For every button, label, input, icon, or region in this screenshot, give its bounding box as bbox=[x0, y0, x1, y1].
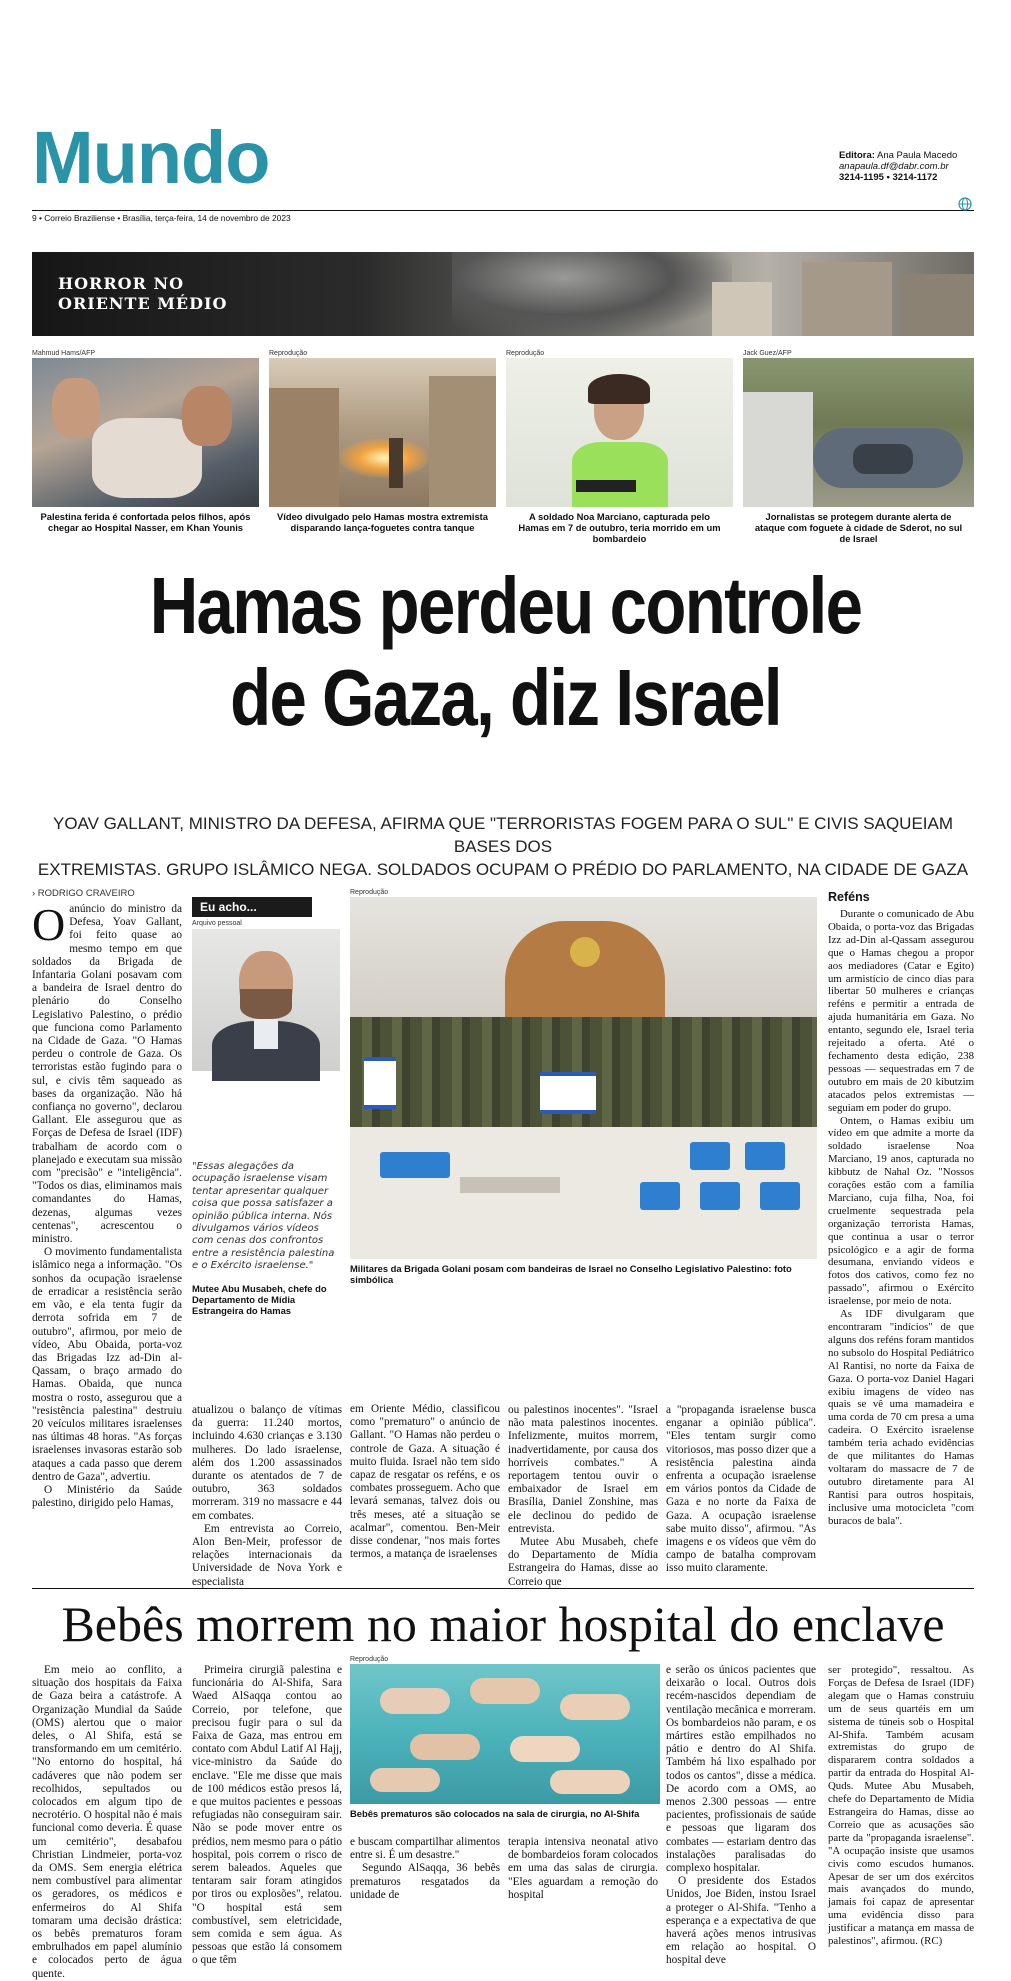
photo-rocket-launch bbox=[269, 358, 496, 507]
article-paragraph: e buscam compartilhar alimentos entre si. É um desastre." bbox=[350, 1836, 500, 1862]
headline-line-2: de Gaza, diz Israel bbox=[230, 653, 781, 742]
opinion-box bbox=[192, 897, 342, 1387]
article-paragraph: As IDF divulgaram que encontraram "indícios" de que alguns dos reféns foram mantidos no subsolo do Hospital Pediátrico Al Rantisi, no norte da Faixa de Gaza. O porta-voz Daniel Hagari exibiu imagens de vídeo nas quais se vê uma mamadeira e uma corda de 70 cm presa a uma cadeira. O Exército israelense também teria achado evidências de que militantes do Hamas voltaram do massacre de 7 de outubro diretamente para Al Rantisi para outros hospitais, inclusive uma motocicleta "com buracos de bala". bbox=[828, 1308, 974, 1527]
banner-line-2: ORIENTE MÉDIO bbox=[58, 294, 228, 313]
photo-caption: A soldado Noa Marciano, capturada pelo Hamas em 7 de outubro, teria morrido em um bombardeio bbox=[518, 511, 721, 544]
photo-hostage-video bbox=[506, 358, 733, 507]
avatar bbox=[192, 929, 340, 1071]
photo-caption: Palestina ferida é confortada pelos filhos, após chegar ao Hospital Nasser, em Khan Younis bbox=[40, 511, 251, 533]
refens-column bbox=[828, 908, 974, 1548]
hospital-column-2 bbox=[192, 1664, 342, 1967]
second-headline: Bebês morrem no maior hospital do enclave bbox=[61, 1596, 945, 1652]
opinion-name: Mutee Abu Musabeh, chefe do Departamento de Mídia Estrangeira do Hamas bbox=[192, 1282, 327, 1317]
photo-journalists-sderot bbox=[743, 358, 974, 507]
article-paragraph: O Ministério da Saúde palestino, dirigido pelo Hamas, bbox=[32, 1483, 182, 1510]
deck-line-2: EXTREMISTAS. GRUPO ISLÂMICO NEGA. SOLDADOS OCUPAM O PRÉDIO DO PARLAMENTO, NA CIDADE DE GAZA bbox=[37, 860, 969, 879]
deck-line-1: YOAV GALLANT, MINISTRO DA DEFESA, AFIRMA QUE "TERRORISTAS FOGEM PARA O SUL" E CIVIS SAQUEIAM BASES DOS bbox=[52, 814, 954, 856]
header-rule bbox=[32, 210, 974, 211]
article-paragraph: Ontem, o Hamas exibiu um vídeo em que admite a morte da soldado israelense Noa Marciano, 19 anos, capturada no kibbutz de Nahal Oz. "Nossos corações estão com a família Marciano, cuja filha, Noa, foi cruelmente sequestrada pela organização terrorista Hamas, que continua a usar o terror psicológico e a agir de forma desumana, enviando vídeos e fotos dos cativos, como fez no passado", afirmou o Exército israelense, por meio de nota. bbox=[828, 1114, 974, 1308]
article-paragraph: Segundo AlSaqqa, 36 bebês prematuros resgatados da unidade de bbox=[350, 1862, 500, 1901]
headline-line-1: Hamas perdeu controle bbox=[149, 561, 862, 650]
hospital-column-3 bbox=[350, 1836, 500, 1901]
dropcap: O bbox=[32, 899, 66, 950]
main-headline bbox=[81, 560, 930, 744]
opinion-photo-credit: Arquivo pessoal bbox=[192, 920, 242, 927]
editor-email[interactable]: anapaula.df@dabr.com.br bbox=[839, 161, 949, 172]
editor-label: Editora: bbox=[839, 150, 875, 161]
editor-block bbox=[839, 150, 967, 183]
photo-credit: Jack Guez/AFP bbox=[743, 350, 792, 357]
editor-name: Ana Paula Macedo bbox=[877, 150, 958, 161]
photo-credit: Reprodução bbox=[506, 350, 545, 357]
photo-credit: Reprodução bbox=[350, 889, 389, 896]
mid-column bbox=[350, 1285, 500, 1582]
hospital-photo-caption: Bebês prematuros são colocados na sala de cirurgia, no Al-Shifa bbox=[350, 1808, 640, 1819]
globe-icon bbox=[958, 197, 972, 211]
opinion-quote: "Essas alegações da ocupação israelense visam tentar apresentar qualquer coisa que possa satisfazer a opinião pública interna. Nós divulgamos vários vídeos com cenas dos confrontos entre a resistência palestina e o Exército israelense." bbox=[192, 1161, 335, 1272]
article-paragraph: ser protegido", ressaltou. As Forças de Defesa de Israel (IDF) alegam que o Hamas construiu um de seus quartéis em um sistema de túneis sob o Hospital Al-Shifa. Também acusam extremistas do grupo de dispararem contra soldados a partir da entrada do Hospital Al-Quds. Mutee Abu Musabeh, chefe do Departamento de Mídia Estrangeira do Hamas, disse ao Correio que as acusações são parte da "propaganda israelense". "A ocupação insiste que usamos civis como escudos humanos. Apesar de ser um dos exércitos mais avançados do mundo, jamais foi capaz de apresentar uma evidência disso para justificar a matança em massa de palestinos", afirmou. (RC) bbox=[828, 1664, 974, 1948]
mid-column bbox=[508, 1404, 658, 1588]
article-paragraph: Em meio ao conflito, a situação dos hospitais da Faixa de Gaza beira a catástrofe. A Organização Mundial da Saúde (OMS) alertou que o maior deles, o Al Shifa, está se transformando em um cemitério. "No entorno do hospital, há cadáveres que não podem ser recolhidos, sepultados ou colocados em algum tipo de necrotério. O hospital não é mais funcional como deveria. É quase um cemitério", desabafou Christian Lindmeier, porta-voz da OMS. Sem energia elétrica nem combustível para alimentar os geradores, os médicos e enfermeiros do Al Shifa tomaram uma decisão drástica: os bebês prematuros foram embrulhados em papel alumínio e colocados perto de água quente. bbox=[32, 1664, 182, 1980]
mid-column bbox=[192, 1404, 342, 1588]
hospital-column-4 bbox=[508, 1836, 658, 1901]
photo-credit: Reprodução bbox=[269, 350, 308, 357]
article-paragraph: Durante o comunicado de Abu Obaida, o porta-voz das Brigadas Izz ad-Din al-Qassam assegurou que o Hamas chegou a propor aos mediadores (Catar e Egito) um armistício de cinco dias para libertar 50 mulheres e crianças reféns e permitir a entrada de ajuda humanitária em Gaza. No entanto, segundo ele, Israel teria rejeitado a oferta. Até o fechamento desta edição, 238 pessoas — sequestradas em 7 de outubro em mais de 20 kibutzim atacados pelos extremistas — seguiam em poder do grupo. bbox=[828, 908, 974, 1114]
folio: 9 • Correio Braziliense • Brasília, terça-feira, 14 de novembro de 2023 bbox=[32, 213, 291, 223]
byline: › RODRIGO CRAVEIRO bbox=[32, 888, 135, 899]
article-paragraph: em Oriente Médio, classificou como "prematuro" o anúncio de Gallant. "O Hamas não perdeu o controle de Gaza. A situação é muito fluida. Israel não tem sido capaz de resgatar os reféns, e os combates prosseguem. Acho que levará semanas, talvez dois ou três meses, até a situação se acalmar", comentou. Ben-Meir disse condenar, "nos mais fortes termos, a matança de israelenses bbox=[350, 1403, 500, 1561]
photo-credit: Reprodução bbox=[350, 1656, 389, 1663]
article-paragraph: atualizou o balanço de vítimas da guerra: 11.240 mortos, incluindo 4.630 crianças e 3.130 mulheres. Do lado israelense, além dos 1.200 assassinados durante os atentados de 7 de outubro, 363 soldados morreram. 319 no massacre e 44 em combates. bbox=[192, 1404, 342, 1522]
banner-line-1: HORROR NO bbox=[58, 274, 185, 293]
photo-caption: Vídeo divulgado pelo Hamas mostra extremista disparando lança-foguetes contra tanque bbox=[277, 511, 489, 533]
hospital-column-5 bbox=[666, 1664, 816, 1967]
mid-column bbox=[666, 1404, 816, 1582]
article-paragraph: a "propaganda israelense busca enganar a opinião pública". "Eles tentam surgir como vitoriosos, mas posso dizer que a resistência palestina ainda enfrenta a ocupação israelense em vários pontos da Cidade de Gaza e no norte da Faixa de Gaza. A ocupação israelense sabe muito disso", afirmou. "As imagens e os vídeos que vêm do campo de batalha comprovam isso muito claramente. bbox=[666, 1404, 816, 1575]
editor-phones: 3214-1195 • 3214-1172 bbox=[839, 172, 938, 183]
section-title: Mundo bbox=[32, 116, 270, 199]
article-paragraph: ou palestinos inocentes". "Israel não mata palestinos inocentes. Infelizmente, muitos morrem, inadvertidamente, por causa dos horríveis combates." A reportagem tentou ouvir o embaixador de Israel em Brasília, Daniel Zonshine, mas ele declinou do pedido de entrevista. bbox=[508, 1404, 658, 1535]
photo-soldiers-parliament bbox=[350, 897, 817, 1259]
article-paragraph: Mutee Abu Musabeh, chefe do Departamento de Mídia Estrangeira do Hamas, disse ao Correio que bbox=[508, 1536, 658, 1588]
article-paragraph: O presidente dos Estados Unidos, Joe Biden, instou Israel a proteger o Al-Shifa. "Tenho a esperança e a expectativa de que haverá ações menos intrusivas em relação ao hospital. O hospital deve bbox=[666, 1875, 816, 1967]
section-divider bbox=[32, 1588, 974, 1589]
article-paragraph: e serão os únicos pacientes que deixarão o local. Outros dois recém-nascidos dependiam de ventilação mecânica e morreram. Os bombardeios não param, e os mártires estão empilhados no pátio e dentro do Al Shifa. Também há lixo espalhado por todos os cantos", disse a médica. De acordo com a OMS, ao menos 2.300 pessoas — entre pacientes, profissionais de saúde e pessoas que ligaram dos combates — estariam dentro das instalações paralisadas do complexo hospitalar. bbox=[666, 1664, 816, 1875]
article-paragraph: Primeira cirurgiã palestina e funcionária do Al-Shifa, Sara Waed AlSaqqa contou ao Correio, por telefone, que precisou fugir para o sul da Faixa de Gaza, mas entrou em contato com Abdul Latif Al Hajj, vice-ministro da Saúde do enclave. "Ele me disse que mais de 100 médicos estão presos lá, e que muitos pacientes e pessoas refugiadas não conseguiram sair. Não se pode mover entre os prédios, nem mesmo para o pátio hospital, pois correm o risco de serem baleados. Aqueles que tentaram sair foram atingidos por tiros ou explosões", relatou. "O hospital está sem combustível, sem eletricidade, sem comida e sem água. As pessoas que estão lá consomem o que têm bbox=[192, 1664, 342, 1967]
photo-wounded-woman bbox=[32, 358, 259, 507]
photo-premature-babies bbox=[350, 1664, 660, 1804]
sidebar-title-refens: Reféns bbox=[828, 890, 870, 904]
main-column-1 bbox=[32, 899, 182, 1510]
photo-caption: Jornalistas se protegem durante alerta de ataque com foguete à cidade de Sderot, no sul de Israel bbox=[754, 511, 963, 544]
opinion-title: Eu acho... bbox=[192, 897, 312, 917]
article-paragraph: Em entrevista ao Correio, Alon Ben-Meir, professor de relações internacionais da Universidade de Nova York e especialista bbox=[192, 1522, 342, 1588]
banner-title bbox=[58, 274, 227, 314]
article-paragraph: terapia intensiva neonatal ativo de bombardeios foram colocados em uma das salas de cirurgia. "Eles aguardam a remoção do hospital bbox=[508, 1836, 658, 1901]
article-paragraph: anúncio do ministro da Defesa, Yoav Gallant, foi feito quase ao mesmo tempo em que soldados da Brigada de Infantaria Golani posavam com a bandeira de Israel dentro do plenário do Conselho Legislativo Palestino, o prédio que funciona como Parlamento na Cidade de Gaza. "O Hamas perdeu o controle de Gaza. Os terroristas estão fugindo para o sul, e civis têm saqueado as bases da organização. Não há confiança no governo", declarou Gallant. Ele assegurou que as Forças de Defesa de Israel (IDF) trabalham de acordo com o planejado e executam sua missão com "precisão" e "inteligência". "Todos os dias, eliminamos mais comandantes do Hamas, dezenas, algumas vezes centenas", acrescentou o ministro. bbox=[32, 903, 182, 1246]
big-photo-caption: Militares da Brigada Golani posam com bandeiras de Israel no Conselho Legislativo Palestino: foto simbólica bbox=[350, 1263, 792, 1285]
hospital-column-6 bbox=[828, 1664, 974, 1948]
hospital-column-1 bbox=[32, 1664, 182, 1980]
photo-credit: Mahmud Hams/AFP bbox=[32, 350, 96, 357]
banner bbox=[32, 252, 974, 336]
deck bbox=[32, 812, 974, 881]
article-paragraph: O movimento fundamentalista islâmico nega a informação. "Os sonhos da ocupação israelense de erradicar a resistência serão em vão, e ela tenta fugir da derrota sofrida em 7 de outubro", afirmou, por meio de vídeo, Abu Obaida, porta-voz das Brigadas Izz ad-Din al-Qassam, o braço armado do Hamas. Obaida, que nunca mostra o rosto, assegurou que a "resistência palestina" destruiu 20 veículos militares israelenses nas últimas 48 horas. "As forças israelenses invasoras estarão sob ataques a cada passo que derem dentro de Gaza", advertiu. bbox=[32, 1246, 182, 1483]
